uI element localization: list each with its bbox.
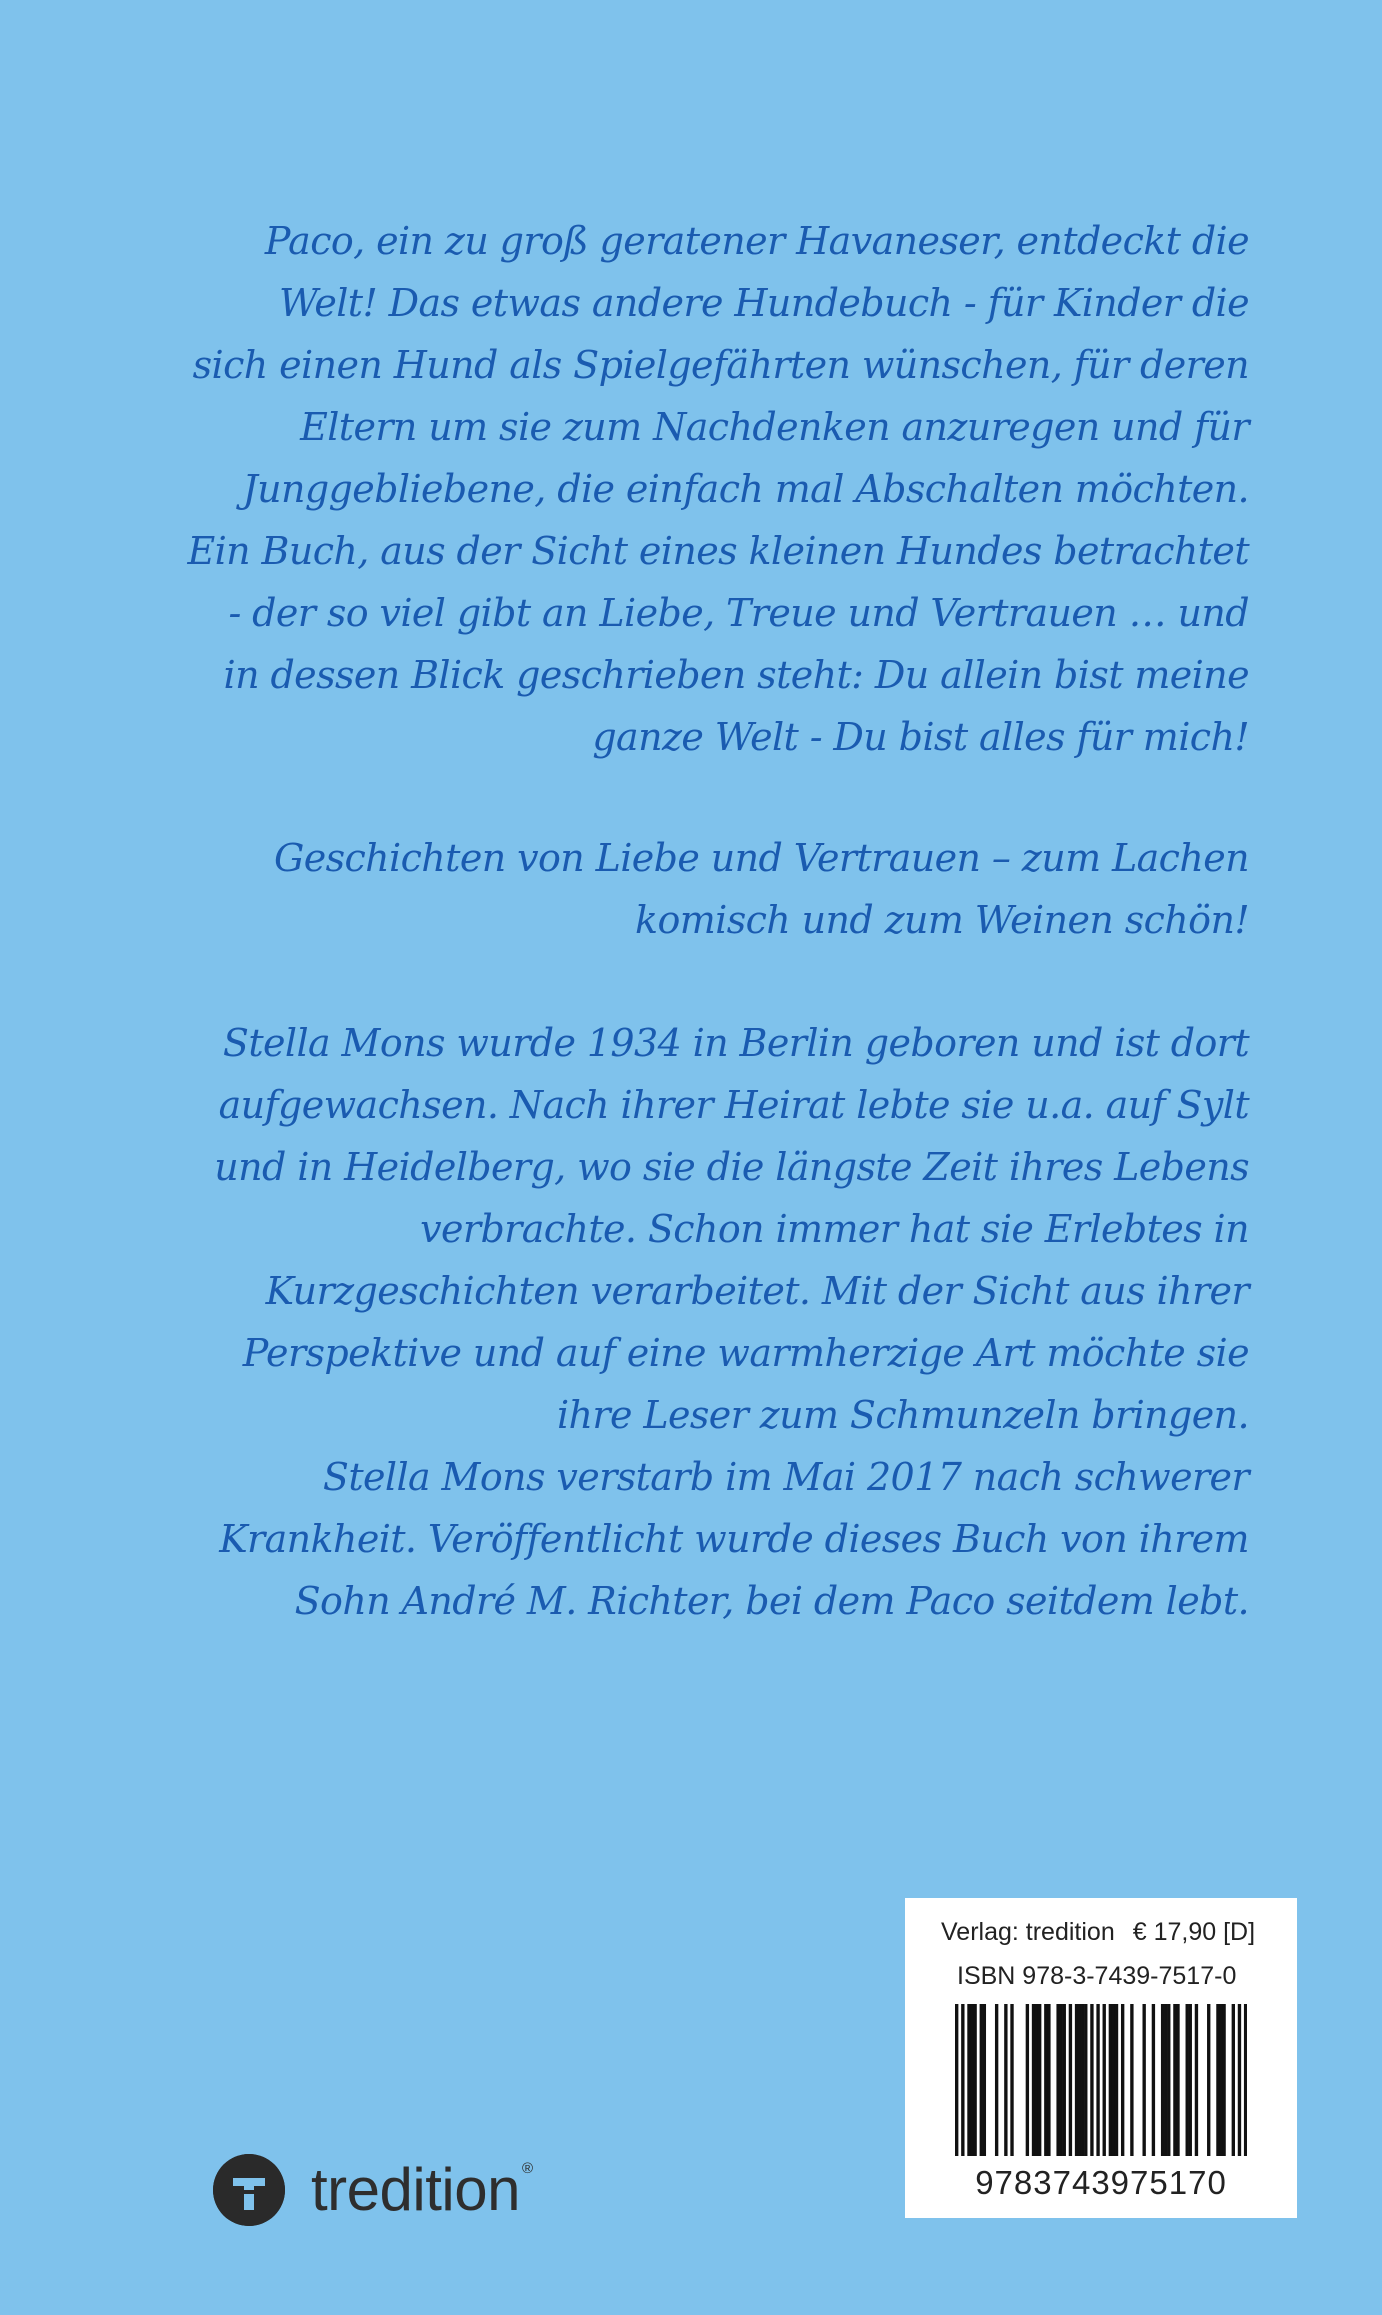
barcode-bar <box>1035 2004 1038 2156</box>
bio-line: Stella Mons wurde 1934 in Berlin geboren und ist dort <box>222 1021 1249 1065</box>
barcode-bar <box>1115 2004 1118 2156</box>
tagline-paragraph <box>274 827 1249 951</box>
barcode-bar <box>961 2004 964 2156</box>
blurb-line: Welt! Das etwas andere Hundebuch - für Kinder die <box>279 281 1249 325</box>
barcode-bar <box>1219 2004 1222 2156</box>
isbn-label: ISBN 978-3-7439-7517-0 <box>957 1962 1237 1990</box>
barcode-bar <box>1109 2004 1112 2156</box>
barcode-bar <box>1232 2004 1235 2156</box>
publisher-price-line <box>941 1918 1255 1947</box>
blurb-line: - der so viel gibt an Liebe, Treue und Vertrauen … und <box>228 591 1249 635</box>
tredition-logo <box>213 2152 533 2228</box>
barcode-bar <box>1032 2004 1035 2156</box>
barcode-bar <box>1152 2004 1155 2156</box>
barcode-bar <box>1207 2004 1210 2156</box>
barcode-bar <box>1081 2004 1084 2156</box>
bio-line: Sohn André M. Richter, bei dem Paco seitdem lebt. <box>294 1579 1249 1623</box>
barcode-bar <box>1195 2004 1198 2156</box>
barcode-bar <box>983 2004 986 2156</box>
barcode-bar <box>973 2004 976 2156</box>
barcode-bar <box>1004 2004 1007 2156</box>
barcode-bar <box>1069 2004 1072 2156</box>
barcode-bar <box>1056 2004 1059 2156</box>
barcode-bars <box>955 2004 1247 2156</box>
barcode-bar <box>1026 2004 1029 2156</box>
blurb-line: Paco, ein zu groß geratener Havaneser, entdeckt die <box>264 219 1249 263</box>
barcode-bar <box>1176 2004 1179 2156</box>
author-bio-paragraph <box>214 1012 1249 1632</box>
barcode-bar <box>955 2004 958 2156</box>
blurb-line: sich einen Hund als Spielgefährten wünschen, für deren <box>192 343 1249 387</box>
barcode-bar <box>1038 2004 1041 2156</box>
barcode-bar <box>1103 2004 1106 2156</box>
barcode-bar <box>1130 2004 1133 2156</box>
price-label: € 17,90 [D] <box>1132 1918 1256 1946</box>
barcode-bar <box>1222 2004 1225 2156</box>
bio-line: Krankheit. Veröffentlicht wurde dieses Buch von ihrem <box>219 1517 1249 1561</box>
tredition-wordmark: tredition <box>311 2156 520 2223</box>
barcode-panel <box>905 1898 1297 2218</box>
bio-line: Stella Mons verstarb im Mai 2017 nach schwerer <box>322 1455 1249 1499</box>
tagline-line: komisch und zum Weinen schön! <box>635 898 1249 942</box>
barcode-bar <box>1121 2004 1124 2156</box>
barcode-bar <box>1044 2004 1047 2156</box>
barcode-bar <box>970 2004 973 2156</box>
blurb-line: Eltern um sie zum Nachdenken anzuregen und für <box>300 405 1249 449</box>
tagline-line: Geschichten von Liebe und Vertrauen – zum Lachen <box>273 836 1249 880</box>
barcode-bar <box>1063 2004 1066 2156</box>
barcode-bar <box>1090 2004 1093 2156</box>
tredition-logo-icon <box>213 2154 285 2226</box>
registered-mark: ® <box>521 2160 534 2177</box>
blurb-paragraph <box>187 210 1249 768</box>
barcode-bar <box>1078 2004 1081 2156</box>
blurb-line: ganze Welt - Du bist alles für mich! <box>592 715 1249 759</box>
barcode-bar <box>1173 2004 1176 2156</box>
barcode-bar <box>1096 2004 1099 2156</box>
bio-line: und in Heidelberg, wo sie die längste Zeit ihres Lebens <box>214 1145 1249 1189</box>
barcode-bar <box>1186 2004 1189 2156</box>
barcode-bar <box>980 2004 983 2156</box>
barcode-bar <box>1047 2004 1050 2156</box>
barcode-bar <box>1010 2004 1013 2156</box>
blurb-line: Junggebliebene, die einfach mal Abschalten möchten. <box>242 467 1249 511</box>
barcode-bar <box>1084 2004 1087 2156</box>
blurb-line: Ein Buch, aus der Sicht eines kleinen Hundes betrachtet <box>187 529 1249 573</box>
barcode-bar <box>1238 2004 1241 2156</box>
barcode-bar <box>1142 2004 1145 2156</box>
barcode-bar <box>1164 2004 1167 2156</box>
barcode-number: 9783743975170 <box>975 2164 1227 2201</box>
bio-line: aufgewachsen. Nach ihrer Heirat lebte sie u.a. auf Sylt <box>218 1083 1249 1127</box>
barcode-bar <box>1167 2004 1170 2156</box>
publisher-label: Verlag: tredition <box>941 1918 1115 1946</box>
bio-line: ihre Leser zum Schmunzeln bringen. <box>557 1393 1249 1437</box>
barcode-bar <box>1112 2004 1115 2156</box>
barcode-bar <box>967 2004 970 2156</box>
bio-line: verbrachte. Schon immer hat sie Erlebtes in <box>420 1207 1249 1251</box>
barcode-bar <box>1216 2004 1219 2156</box>
barcode-bar <box>1075 2004 1078 2156</box>
barcode-bar <box>1244 2004 1247 2156</box>
barcode-bar <box>995 2004 998 2156</box>
bio-line: Perspektive und auf eine warmherzige Art möchte sie <box>242 1331 1249 1375</box>
barcode-bar <box>1060 2004 1063 2156</box>
barcode-bar <box>1161 2004 1164 2156</box>
blurb-line: in dessen Blick geschrieben steht: Du allein bist meine <box>223 653 1249 697</box>
bio-line: Kurzgeschichten verarbeitet. Mit der Sicht aus ihrer <box>265 1269 1249 1313</box>
barcode-bar <box>1189 2004 1192 2156</box>
